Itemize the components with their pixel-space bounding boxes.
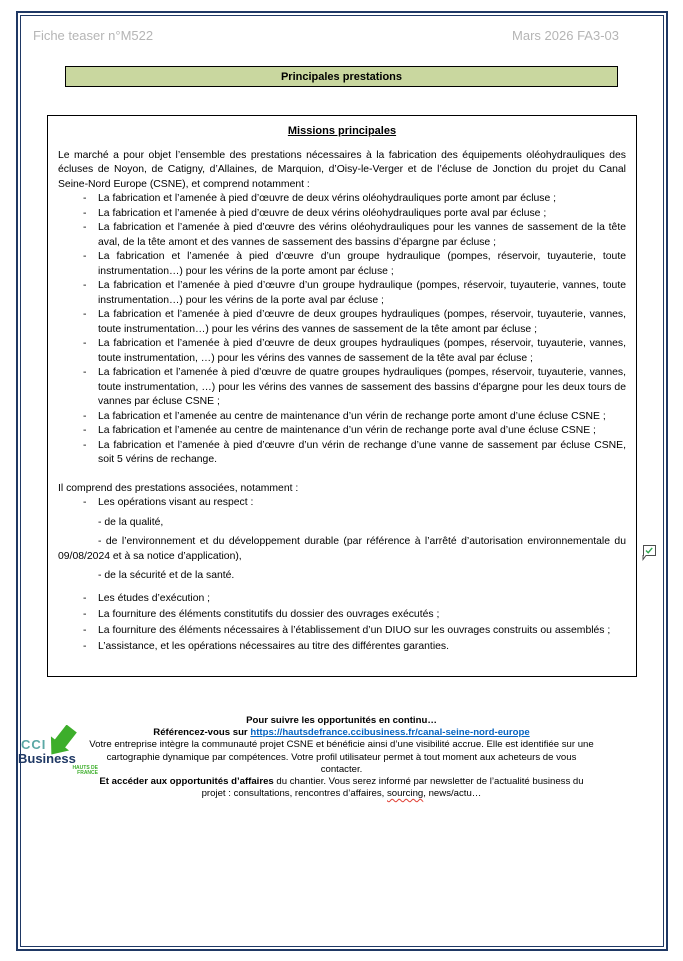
missions-bullet-list [58, 192, 626, 468]
list-item: - La fabrication et l’amenée à pied d’œuvre de deux groupes hydrauliques (pompes, réservoir, tuyauterie, vannes, toute instrumentation…) pour les vérins des vannes de sassement de la tête amont par écluse ; [58, 308, 626, 337]
list-item: - La fourniture des éléments constitutifs du dossier des ouvrages exécutés ; [58, 608, 626, 623]
comment-check-icon[interactable] [640, 544, 658, 561]
list-item: - La fabrication et l’amenée à pied d’œuvre de deux groupes hydrauliques (pompes, réservoir, tuyauterie, vannes, toute instrumentation, …) pour les vérins des vannes de sassement de la tête aval par écluse ; [58, 337, 626, 366]
footer-line4 [88, 776, 595, 800]
document-date-code: Mars 2026 FA3-03 [512, 28, 619, 43]
footer-misspelled-word: sourcing [387, 788, 424, 800]
list-item: - La fourniture des éléments nécessaires à l’établissement d’un DIUO sur les ouvrages construits ou assemblés ; [58, 624, 626, 639]
sub-list-item: - de la qualité, [98, 516, 164, 528]
list-item: - La fabrication et l’amenée à pied d’œuvre d’un groupe hydraulique (pompes, réservoir, tuyauterie, vannes, toute instrumentation…) pour les vérins de la porte aval par écluse ; [58, 279, 626, 308]
respect-sub-list [58, 516, 626, 584]
associated-intro: Il comprend des prestations associées, notamment : [58, 482, 299, 494]
footer-line2 [88, 727, 595, 739]
business-logo-text: Business [18, 751, 76, 766]
list-item: - La fabrication et l’amenée à pied d’œuvre des vérins oléohydrauliques pour les vannes de sassement de la tête aval, de la tête amont et des vannes de sassement des bassins d’épargne par écluse ; [58, 221, 626, 250]
list-item: - La fabrication et l’amenée à pied d’œuvre de quatre groupes hydrauliques (pompes, réservoir, tuyauterie, vannes, toute instrumentation, …) pour les vérins des vannes de sassement des bassins d’épargne pour les deux tours de vannes par écluse CSNE ; [58, 366, 626, 410]
section-banner-title: Principales prestations [280, 70, 403, 83]
footer-line1: Pour suivre les opportunités en continu… [246, 715, 437, 726]
list-item: - La fabrication et l’amenée au centre de maintenance d’un vérin de rechange porte aval d’une écluse CSNE ; [58, 424, 626, 439]
missions-intro: Le marché a pour objet l’ensemble des prestations nécessaires à la fabrication des équipements oléohydrauliques des écluses de Noyon, de Catigny, d’Allaines, de Marquion, d’Oisy-le-Verger et de l’écluse de Jonction du projet du Canal Seine-Nord Europe (CSNE), et comprend notamment : [58, 149, 626, 190]
document-reference: Fiche teaser n°M522 [33, 28, 154, 43]
missions-title: Missions principales [287, 125, 397, 137]
footer-line4-bold: Et accéder aux opportunités d’affaires [99, 776, 274, 788]
list-item: - L’assistance, et les opérations nécessaires au titre des différentes garanties. [58, 640, 626, 655]
footer-line4-mid: du chantier. Vous serez informé par newsletter de l’actualité business du projet : consultations, rencontres d’affaires, [201, 776, 584, 800]
list-item: - La fabrication et l’amenée au centre de maintenance d’un vérin de rechange porte amont d’une écluse CSNE ; [58, 410, 626, 425]
footer-block [88, 715, 595, 800]
section-banner [65, 66, 618, 87]
list-item: - La fabrication et l’amenée à pied d’œuvre d’un vérin de rechange d’une vanne de sassement par écluse CSNE, soit 5 vérins de rechange. [58, 439, 626, 468]
list-item: - La fabrication et l’amenée à pied d’œuvre de deux vérins oléohydrauliques porte aval par écluse ; [58, 207, 626, 222]
list-item: - La fabrication et l’amenée à pied d’œuvre de deux vérins oléohydrauliques porte amont par écluse ; [58, 192, 626, 207]
ccibusiness-link[interactable]: https://hautsdefrance.ccibusiness.fr/canal-seine-nord-europe [250, 727, 530, 739]
respect-bullet: - Les opérations visant au respect : [58, 496, 626, 511]
footer-line2-prefix: Référencez-vous sur [153, 727, 251, 739]
logo-region-text: HAUTS DE FRANCE [72, 765, 98, 776]
list-item: - La fabrication et l’amenée à pied d’œuvre d’un groupe hydraulique (pompes, réservoir, tuyauterie, toute instrumentation…) pour les vérins de la porte amont par écluse ; [58, 250, 626, 279]
footer-line4-end: , news/actu… [423, 788, 482, 800]
footer-body: Votre entreprise intègre la communauté projet CSNE et bénéficie ainsi d’une visibilité accrue. Elle est identifiée sur une cartographie dynamique par compétences. Votre profil utilisateur permet à tout moment aux acheteurs de vous contacter. [89, 739, 594, 775]
sub-list-item: - de l’environnement et du développement durable (par référence à l’arrêté d’autorisation environnementale du 09/08/2024 et à sa notice d’application), [58, 536, 626, 562]
sub-list-item: - de la sécurité et de la santé. [98, 570, 235, 581]
closing-bullet-list [58, 592, 626, 655]
cci-logo-text: CCI [21, 737, 47, 752]
missions-box [47, 115, 637, 677]
list-item: - Les études d’exécution ; [58, 592, 626, 607]
